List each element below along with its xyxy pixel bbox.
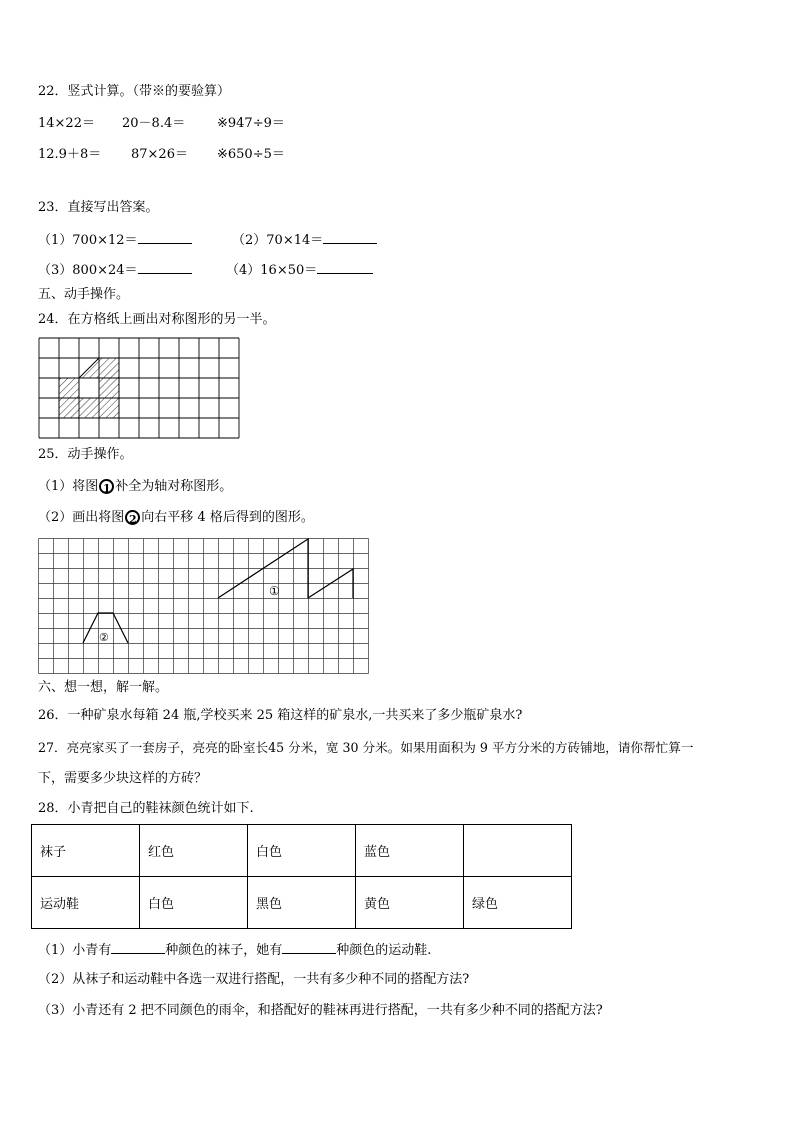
q23-item-text: （3）800×24＝ xyxy=(38,263,138,278)
q28-sub1-text: （1）小青有 xyxy=(38,943,112,958)
q23-item-text: （2）70×14＝ xyxy=(232,233,324,248)
q25-sub1-text: （1）将图 xyxy=(38,479,99,494)
shape-one-label: ① xyxy=(269,584,280,598)
table-cell xyxy=(464,825,572,877)
table-cell: 黑色 xyxy=(248,877,356,929)
q22-title: 22．竖式计算。（带※的要验算） xyxy=(38,84,231,99)
table-cell: 绿色 xyxy=(464,877,572,929)
q27-line2: 下，需要多少块这样的方砖？ xyxy=(38,771,208,786)
q23-item xyxy=(38,261,192,279)
q28-sub3: （3）小青还有 2 把不同颜色的雨伞，和搭配好的鞋袜再进行搭配，一共有多少种不同的搭配方法? xyxy=(38,1003,603,1018)
q22-item: 87×26＝ xyxy=(131,147,188,162)
circled-number: 2 xyxy=(125,510,140,525)
answer-blank[interactable] xyxy=(138,231,192,244)
half-shape xyxy=(59,358,119,418)
table-cell: 红色 xyxy=(140,825,248,877)
q27-line1: 27．亮亮家买了一套房子，亮亮的卧室长45 分米，宽 30 分米。如果用面积为 9 平方分米的方砖铺地，请你帮忙算一 xyxy=(38,740,694,755)
table-row xyxy=(32,825,572,877)
q22-item: 20－8.4＝ xyxy=(122,116,186,131)
answer-blank[interactable] xyxy=(317,261,373,274)
q25-sub2-text: （2）画出将图 xyxy=(38,510,125,525)
q23-item-text: （4）16×50＝ xyxy=(226,263,318,278)
q28-sub2: （2）从袜子和运动鞋中各选一双进行搭配，一共有多少种不同的搭配方法? xyxy=(38,972,470,987)
table-cell: 运动鞋 xyxy=(32,877,140,929)
q22-item: ※650÷5＝ xyxy=(217,147,285,162)
table-cell: 白色 xyxy=(248,825,356,877)
answer-blank[interactable] xyxy=(323,231,377,244)
circled-number: 1 xyxy=(99,479,114,494)
section-six-heading: 六、想一想，解一解。 xyxy=(38,680,169,695)
q24-grid-figure xyxy=(38,337,244,439)
table-row xyxy=(32,877,572,929)
q23-item xyxy=(232,231,377,249)
q25-title: 25．动手操作。 xyxy=(38,447,133,462)
q24-title: 24．在方格纸上画出对称图形的另一半。 xyxy=(38,312,276,327)
q22-item: ※947÷9＝ xyxy=(217,116,285,131)
q28-sub1-text: 种颜色的袜子，她有 xyxy=(165,943,283,958)
table-cell: 白色 xyxy=(140,877,248,929)
q23-title: 23．直接写出答案。 xyxy=(38,200,159,215)
q28-sub1-text: 种颜色的运动鞋. xyxy=(336,943,432,958)
q23-item-text: （1）700×12＝ xyxy=(38,233,138,248)
table-cell: 黄色 xyxy=(356,877,464,929)
q28-sub1 xyxy=(38,941,431,959)
q25-sub1 xyxy=(38,479,232,495)
answer-blank[interactable] xyxy=(138,261,192,274)
table-cell: 蓝色 xyxy=(356,825,464,877)
q26-text: 26．一种矿泉水每箱 24 瓶,学校买来 25 箱这样的矿泉水,一共买来了多少瓶矿泉水? xyxy=(38,708,523,723)
q25-sub2-text: 向右平移 4 格后得到的图形。 xyxy=(141,510,314,525)
q23-item xyxy=(38,231,192,249)
q23-item xyxy=(226,261,373,279)
q22-item: 14×22＝ xyxy=(38,116,95,131)
shoe-sock-table xyxy=(31,824,572,929)
table-cell: 袜子 xyxy=(32,825,140,877)
answer-blank[interactable] xyxy=(282,941,336,954)
answer-blank[interactable] xyxy=(111,941,165,954)
shape-two-label: ② xyxy=(99,631,109,644)
q28-title: 28．小青把自己的鞋袜颜色统计如下. xyxy=(38,801,254,816)
q25-grid-figure xyxy=(38,538,370,674)
q25-sub2 xyxy=(38,510,314,526)
q25-sub1-text: 补全为轴对称图形。 xyxy=(115,479,233,494)
section-five-heading: 五、动手操作。 xyxy=(38,287,130,302)
q22-item: 12.9＋8＝ xyxy=(38,147,102,162)
